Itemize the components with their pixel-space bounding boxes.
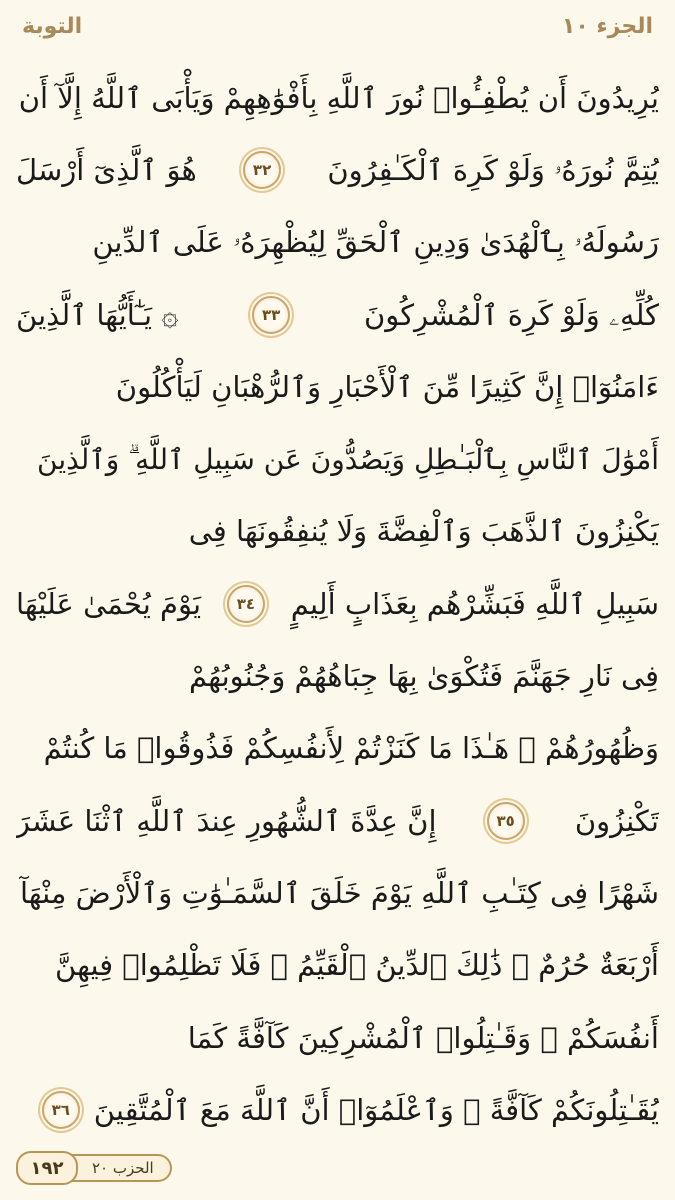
text-line bbox=[16, 930, 659, 1002]
text-line bbox=[16, 568, 659, 640]
verse-text: أَرْبَعَةٌ حُرُمٌ ۚ ذَٰلِكَ ٱلدِّينُ ٱلْقَيِّمُ ۚ فَلَا تَظْلِمُوا۟ فِيهِنَّ bbox=[55, 948, 659, 983]
text-line bbox=[16, 713, 659, 785]
quran-text-area bbox=[16, 62, 659, 1147]
verse-text: أَمْوَٰلَ ٱلنَّاسِ بِٱلْبَـٰطِلِ وَيَصُدُّونَ عَن سَبِيلِ ٱللَّهِ ۗ وَٱلَّذِينَ bbox=[37, 442, 659, 476]
verse-text: شَهْرًا فِى كِتَـٰبِ ٱللَّهِ يَوْمَ خَلَقَ ٱلسَّمَـٰوَٰتِ وَٱلْأَرْضَ مِنْهَآ bbox=[19, 875, 659, 910]
ayah-number-marker[interactable]: ٣٥ bbox=[487, 802, 525, 840]
hizb-label: الحزب ٢٠ bbox=[70, 1154, 172, 1182]
text-line bbox=[16, 423, 659, 495]
verse-text: سَبِيلِ ٱللَّهِ فَبَشِّرْهُم بِعَذَابٍ أَلِيمٍ bbox=[290, 586, 659, 621]
ayah-number-marker[interactable]: ٣٦ bbox=[42, 1091, 80, 1129]
verse-text: أَنفُسَكُمْ ۚ وَقَـٰتِلُوا۟ ٱلْمُشْرِكِينَ كَآفَّةً كَمَا bbox=[187, 1020, 659, 1055]
verse-text: يَوْمَ يُحْمَىٰ عَلَيْهَا bbox=[16, 586, 202, 621]
surah-name: التوبة bbox=[22, 14, 83, 39]
verse-text: يُرِيدُونَ أَن يُطْفِـُٔوا۟ نُورَ ٱللَّهِ بِأَفْوَٰهِهِمْ وَيَأْبَى ٱللَّهُ إِلَّآ أَن bbox=[18, 80, 659, 115]
page-footer bbox=[16, 1150, 216, 1186]
juz-label: الجزء ١٠ bbox=[561, 14, 653, 39]
ayah-number-marker[interactable]: ٣٢ bbox=[243, 151, 281, 189]
verse-text: ءَامَنُوٓا۟ إِنَّ كَثِيرًا مِّنَ ٱلْأَحْبَارِ وَٱلرُّهْبَانِ لَيَأْكُلُونَ bbox=[115, 369, 659, 404]
text-line bbox=[16, 496, 659, 568]
text-line bbox=[16, 785, 659, 857]
text-line bbox=[16, 857, 659, 929]
verse-text: يَكْنِزُونَ ٱلذَّهَبَ وَٱلْفِضَّةَ وَلَا يُنفِقُونَهَا فِى bbox=[188, 514, 659, 549]
verse-text: ۞ يَـٰٓأَيُّهَا ٱلَّذِينَ bbox=[16, 297, 179, 332]
text-line bbox=[16, 351, 659, 423]
text-line bbox=[16, 62, 659, 134]
page-header bbox=[0, 0, 675, 58]
verse-text: وَظُهُورُهُمْ ۖ هَـٰذَا مَا كَنَزْتُمْ لِأَنفُسِكُمْ فَذُوقُوا۟ مَا كُنتُمْ bbox=[43, 731, 659, 766]
ayah-number-marker[interactable]: ٣٣ bbox=[252, 296, 290, 334]
verse-text: هُوَ ٱلَّذِىٓ أَرْسَلَ bbox=[16, 152, 197, 187]
verse-text: إِنَّ عِدَّةَ ٱلشُّهُورِ عِندَ ٱللَّهِ ٱثْنَا عَشَرَ bbox=[16, 803, 437, 838]
verse-text: فِى نَارِ جَهَنَّمَ فَتُكْوَىٰ بِهَا جِبَاهُهُمْ وَجُنُوبُهُمْ bbox=[188, 659, 659, 694]
text-line bbox=[16, 640, 659, 712]
verse-text: كُلِّهِۦ وَلَوْ كَرِهَ ٱلْمُشْرِكُونَ bbox=[363, 297, 659, 332]
text-line bbox=[16, 1074, 659, 1146]
text-line bbox=[16, 1002, 659, 1074]
verse-text: رَسُولَهُۥ بِٱلْهُدَىٰ وَدِينِ ٱلْحَقِّ لِيُظْهِرَهُۥ عَلَى ٱلدِّينِ bbox=[92, 225, 659, 260]
verse-text: تَكْنِزُونَ bbox=[574, 803, 659, 838]
verse-text: يُتِمَّ نُورَهُۥ وَلَوْ كَرِهَ ٱلْكَـٰفِرُونَ bbox=[327, 152, 659, 187]
text-line bbox=[16, 134, 659, 206]
ayah-number-marker[interactable]: ٣٤ bbox=[227, 585, 265, 623]
page-number: ١٩٢ bbox=[16, 1151, 78, 1185]
verse-text: يُقَـٰتِلُونَكُمْ كَآفَّةً ۚ وَٱعْلَمُوٓا۟ أَنَّ ٱللَّهَ مَعَ ٱلْمُتَّقِينَ bbox=[93, 1092, 659, 1127]
text-line bbox=[16, 207, 659, 279]
text-line bbox=[16, 279, 659, 351]
